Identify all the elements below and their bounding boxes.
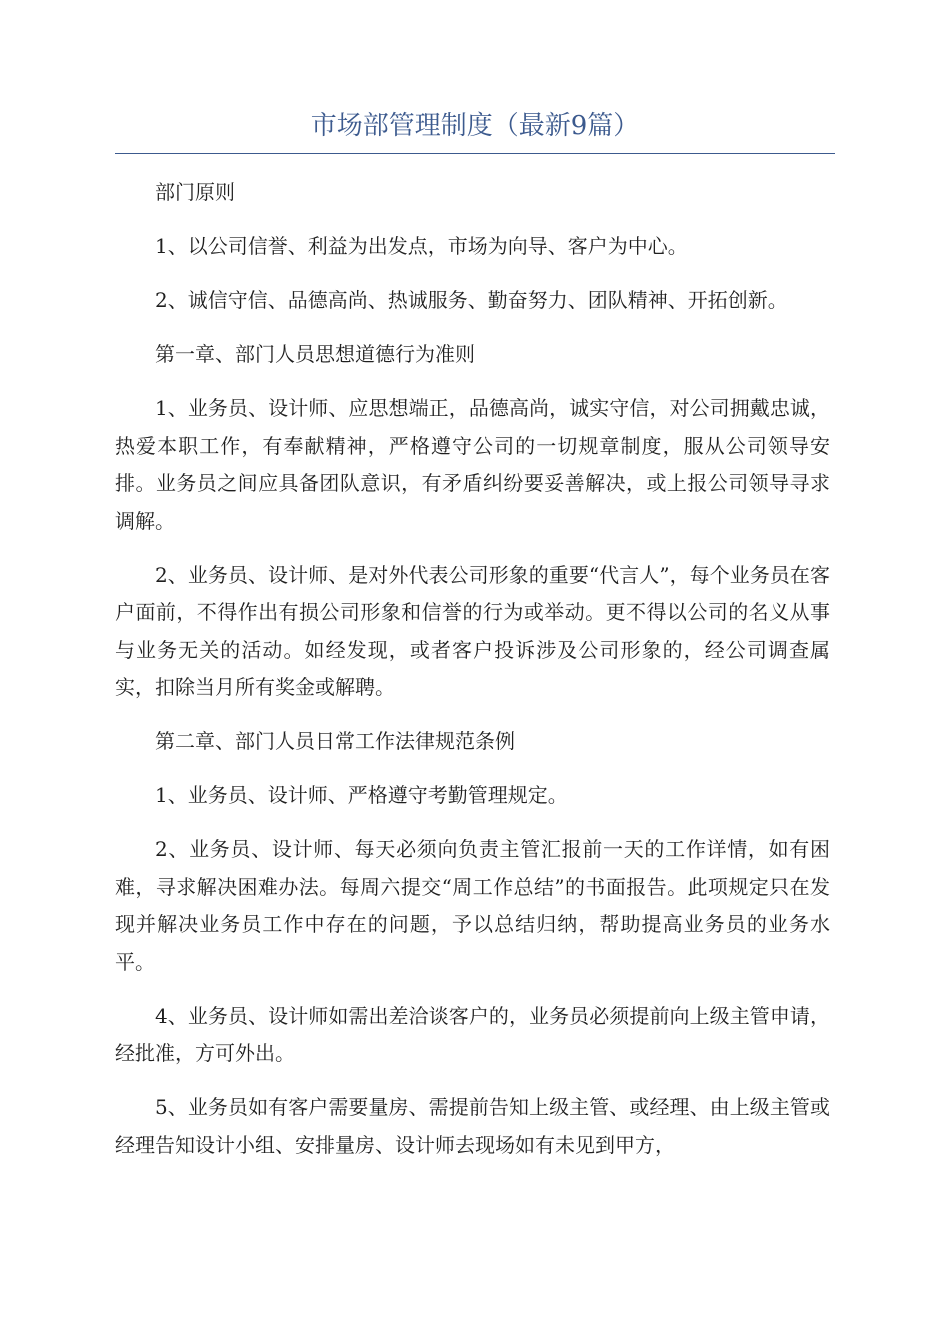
chapter-heading-1: 第一章、部门人员思想道德行为准则 — [155, 342, 475, 366]
paragraph: 1、业务员、设计师、应思想端正，品德高尚，诚实守信，对公司拥戴忠诚，热爱本职工作，有奉献精神，严格遵守公司的一切规章制度，服从公司领导安排。业务员之间应具备团队意识，有矛盾纠纷要妥善解决，或上报公司领导寻求调解。 — [115, 396, 830, 533]
paragraph: 4、业务员、设计师如需出差洽谈客户的，业务员必须提前向上级主管申请，经批准，方可外出。 — [115, 1003, 830, 1065]
title-underline — [115, 153, 835, 154]
paragraph: 2、诚信守信、品德高尚、热诚服务、勤奋努力、团队精神、开拓创新。 — [155, 288, 788, 312]
section-heading-principles: 部门原则 — [155, 180, 235, 204]
paragraph: 1、业务员、设计师、严格遵守考勤管理规定。 — [155, 783, 568, 807]
chapter-heading-2: 第二章、部门人员日常工作法律规范条例 — [155, 729, 515, 753]
paragraph: 2、业务员、设计师、每天必须向负责主管汇报前一天的工作详情，如有困难，寻求解决困难办法。每周六提交“周工作总结”的书面报告。此项规定只在发现并解决业务员工作中存在的问题，予以总结归纳，帮助提高业务员的业务水平。 — [115, 837, 830, 974]
paragraph: 5、业务员如有客户需要量房、需提前告知上级主管、或经理、由上级主管或经理告知设计小组、安排量房、设计师去现场如有未见到甲方， — [115, 1095, 830, 1157]
paragraph: 1、以公司信誉、利益为出发点，市场为向导、客户为中心。 — [155, 234, 688, 258]
paragraph: 2、业务员、设计师、是对外代表公司形象的重要“代言人”，每个业务员在客户面前，不得作出有损公司形象和信誉的行为或举动。更不得以公司的名义从事与业务无关的活动。如经发现，或者客户投诉涉及公司形象的，经公司调查属实，扣除当月所有奖金或解聘。 — [115, 562, 830, 699]
document-title: 市场部管理制度（最新9篇） — [310, 111, 640, 141]
document-body — [115, 174, 830, 1181]
